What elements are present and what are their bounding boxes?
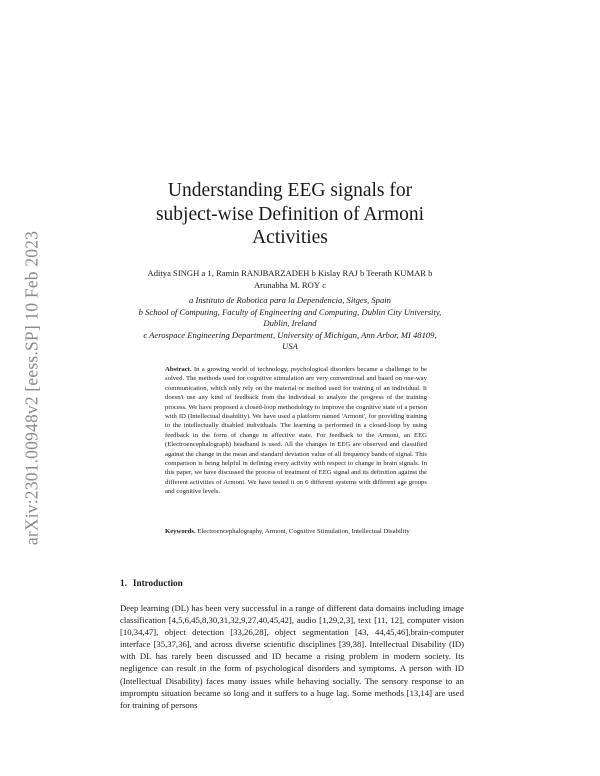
section-title: Introduction bbox=[132, 578, 183, 588]
abstract-text: In a growing world of technology, psychological disorders became a challenge to be solved. The methods used for cognitive stimulation are very conventional and based on one-way communication, which only rely on the material or method used for training of an individual. It doesn't use any kind of feedback from the individual to analyze the progress of the training process. We have proposed a closed-loop methodology to improve the cognitive state of a person with ID (Intellectual disability). We have used a platform named 'Armoni', for providing training to the intellectually disabled individuals. The learning is performed in a closed-loop by using feedback in the form of change in affective state. For feedback to the Armoni, an EEG (Electroencephalograph) headband is used. All the changes in EEG are observed and classified against the change in the mean and standard deviation value of all frequency bands of signal. This comparison is being helpful in defining every activity with respect to change in brain signals. In this paper, we have discussed the process of treatment of EEG signal and its definition against the different activities of Armoni. We have tested it on 6 different systems with different age groups and cognitive levels. bbox=[165, 366, 428, 496]
title-line: subject-wise Definition of Armoni bbox=[155, 203, 425, 225]
section-heading-introduction bbox=[120, 578, 183, 588]
title-line: Activities bbox=[252, 227, 328, 248]
authors-line: Aditya SINGH a 1, Ramin RANJBARZADEH b Kislay RAJ b Teerath KUMAR b bbox=[147, 268, 433, 278]
keywords bbox=[165, 527, 427, 536]
keywords-label: Keywords. bbox=[165, 528, 196, 535]
affiliation-line: Dublin, Ireland bbox=[263, 318, 317, 328]
abstract-label: Abstract. bbox=[165, 366, 192, 373]
affiliation-line: c Aerospace Engineering Department, University of Michigan, Ann Arbor, MI 48109, bbox=[143, 329, 437, 340]
keywords-text: Electroencephalography, Armoni, Cognitive Stimulation, Intellectual Disability bbox=[197, 528, 410, 535]
author-list bbox=[120, 267, 460, 291]
abstract bbox=[165, 365, 427, 497]
authors-line: Arunabha M. ROY c bbox=[253, 280, 327, 290]
affiliation-line: b School of Computing, Faculty of Engineering and Computing, Dublin City University, bbox=[138, 306, 442, 317]
affiliations bbox=[115, 295, 465, 353]
section-number: 1. bbox=[120, 578, 127, 588]
introduction-paragraph: Deep learning (DL) has been very successful in a range of different data domains including image classification [4,5,6,45,8,30,31,32,9,27,40,45,42], audio [1,29,2,3], text [11, 12], computer vision [10,34,47], object detection [33,26,28], object segmentation [43, 44,45,46],brain-computer interface [35,37,36], and across diverse scientific disciplines [39,38]. Intellectual Disability (ID) with DL has rarely been discussed and ID became a rising problem in modern society. Its negligence can result in the form of psychological disorders and symptoms. A person with ID (Intellectual Disability) faces many issues while behaving socially. The sensory response to an impromptu situation became so long and it suffers to a huge lag. Some methods [13,14] are used for training of persons bbox=[120, 603, 464, 710]
title-line: Understanding EEG signals for bbox=[167, 180, 413, 201]
affiliation-line: a Instituto de Robotica para la Dependencia, Sitges, Spain bbox=[189, 295, 391, 305]
paper-title bbox=[120, 179, 460, 250]
affiliation-line: USA bbox=[282, 341, 298, 351]
arxiv-identifier-stamp: arXiv:2301.00948v2 [eess.SP] 10 Feb 2023 bbox=[21, 230, 42, 546]
